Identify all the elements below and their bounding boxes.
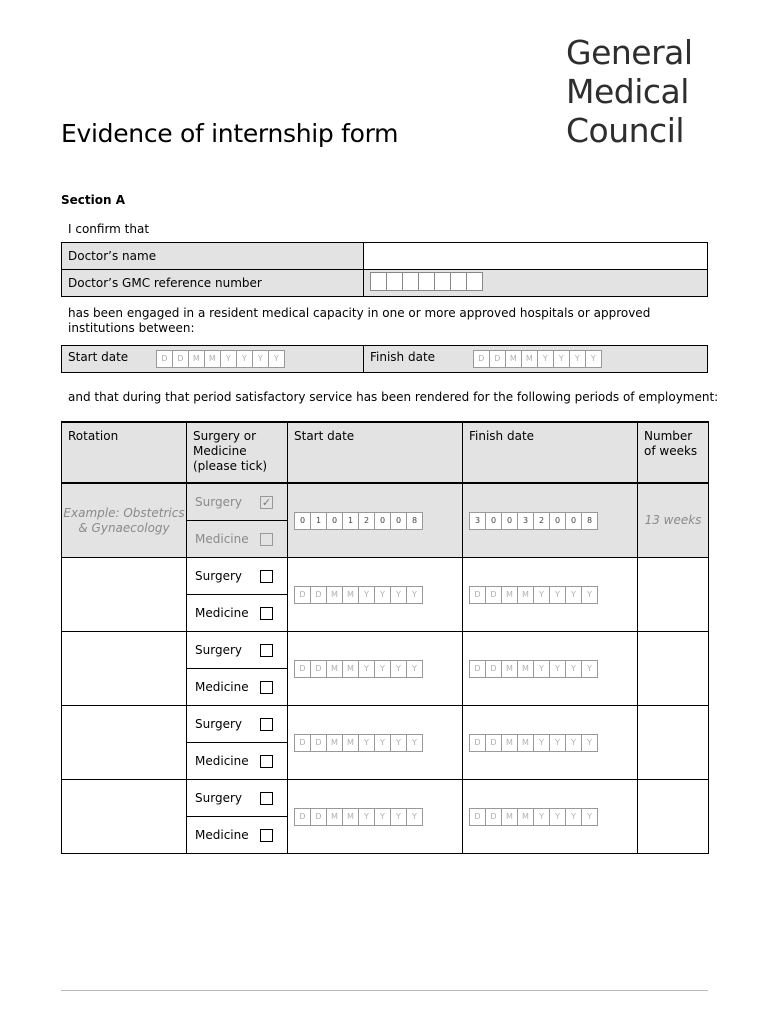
medicine-label: Medicine <box>195 754 249 768</box>
checkbox-icon[interactable] <box>260 718 273 731</box>
start-date-boxes[interactable]: D D M M Y Y Y Y <box>294 734 422 752</box>
rotation-entry-row <box>62 780 709 854</box>
section-heading: Section A <box>61 193 125 207</box>
rotation-field[interactable] <box>62 706 187 780</box>
overall-finish-cell[interactable] <box>364 346 708 373</box>
weeks-field[interactable] <box>638 780 709 854</box>
start-date-boxes[interactable]: D D M M Y Y Y Y <box>294 808 422 826</box>
header-start-date: Start date <box>288 422 463 483</box>
surgery-label: Surgery <box>195 643 242 657</box>
finish-date-boxes[interactable]: D D M M Y Y Y Y <box>473 350 601 368</box>
surgery-option[interactable] <box>187 780 287 816</box>
rotation-entry-row <box>62 632 709 706</box>
medicine-label: Medicine <box>195 532 249 546</box>
gmc-number-boxes[interactable] <box>370 272 482 291</box>
checkbox-icon[interactable] <box>260 570 273 583</box>
weeks-field[interactable] <box>638 706 709 780</box>
finish-date-boxes[interactable]: D D M M Y Y Y Y <box>469 586 597 604</box>
header-specialty: Surgery or Medicine (please tick) <box>187 422 288 483</box>
checkbox-icon[interactable] <box>260 755 273 768</box>
weeks-field[interactable] <box>638 558 709 632</box>
checkbox-icon[interactable] <box>260 607 273 620</box>
checkbox-icon[interactable] <box>260 829 273 842</box>
checkbox-icon[interactable] <box>260 681 273 694</box>
example-surgery-option <box>187 484 287 520</box>
finish-date-boxes[interactable]: D D M M Y Y Y Y <box>469 660 597 678</box>
page-title: Evidence of internship form <box>61 119 399 148</box>
doctor-name-label: Doctor’s name <box>62 243 364 270</box>
footer-divider <box>61 990 708 991</box>
finish-date-boxes[interactable]: D D M M Y Y Y Y <box>469 734 597 752</box>
doctor-name-field[interactable] <box>364 243 708 270</box>
overall-dates-table <box>61 345 708 373</box>
medicine-label: Medicine <box>195 606 249 620</box>
surgery-label: Surgery <box>195 791 242 805</box>
checkbox-icon[interactable] <box>260 644 273 657</box>
rotation-table <box>61 421 709 854</box>
example-rotation: Example: Obstetrics & Gynaecology <box>63 505 185 535</box>
example-start-date: 0 1 0 1 2 0 0 8 <box>294 512 422 530</box>
example-row <box>62 483 709 558</box>
medicine-label: Medicine <box>195 680 249 694</box>
checkbox-icon <box>260 533 273 546</box>
logo-line-1: General <box>566 33 693 72</box>
surgery-option[interactable] <box>187 706 287 742</box>
surgery-option[interactable] <box>187 632 287 668</box>
header-rotation: Rotation <box>62 422 187 483</box>
surgery-option[interactable] <box>187 558 287 594</box>
start-date-boxes[interactable]: D D M M Y Y Y Y <box>294 660 422 678</box>
example-medicine-option <box>187 520 287 557</box>
confirm-text: I confirm that <box>68 222 150 236</box>
logo-line-3: Council <box>566 111 685 150</box>
medicine-option[interactable] <box>187 594 287 631</box>
example-weeks: 13 weeks <box>644 513 702 527</box>
start-date-label: Start date <box>68 350 129 364</box>
rotation-field[interactable] <box>62 780 187 854</box>
gmc-logo <box>566 33 746 150</box>
rotation-field[interactable] <box>62 558 187 632</box>
medicine-option[interactable] <box>187 816 287 853</box>
header-finish-date: Finish date <box>463 422 638 483</box>
engaged-text: has been engaged in a resident medical capacity in one or more approved hospitals or approved institutions between: <box>68 306 651 335</box>
medicine-option[interactable] <box>187 742 287 779</box>
example-finish-date: 3 0 0 3 2 0 0 8 <box>469 512 597 530</box>
medicine-label: Medicine <box>195 828 249 842</box>
start-date-boxes[interactable]: D D M M Y Y Y Y <box>156 350 284 368</box>
gmc-number-field[interactable] <box>364 270 708 297</box>
overall-start-cell[interactable] <box>62 346 364 373</box>
checkbox-icon[interactable] <box>260 792 273 805</box>
service-text: and that during that period satisfactory service has been rendered for the following periods of employment: <box>68 390 719 404</box>
rotation-entry-row <box>62 706 709 780</box>
checked-box-icon: ✓ <box>261 495 272 509</box>
rotation-entry-row <box>62 558 709 632</box>
start-date-boxes[interactable]: D D M M Y Y Y Y <box>294 586 422 604</box>
surgery-label: Surgery <box>195 569 242 583</box>
weeks-field[interactable] <box>638 632 709 706</box>
gmc-number-label: Doctor’s GMC reference number <box>62 270 364 297</box>
finish-date-boxes[interactable]: D D M M Y Y Y Y <box>469 808 597 826</box>
surgery-label: Surgery <box>195 717 242 731</box>
rotation-field[interactable] <box>62 632 187 706</box>
doctor-details-table <box>61 242 708 297</box>
medicine-option[interactable] <box>187 668 287 705</box>
surgery-label: Surgery <box>195 495 242 509</box>
logo-line-2: Medical <box>566 72 689 111</box>
finish-date-label: Finish date <box>370 350 436 364</box>
header-weeks: Number of weeks <box>638 422 709 483</box>
